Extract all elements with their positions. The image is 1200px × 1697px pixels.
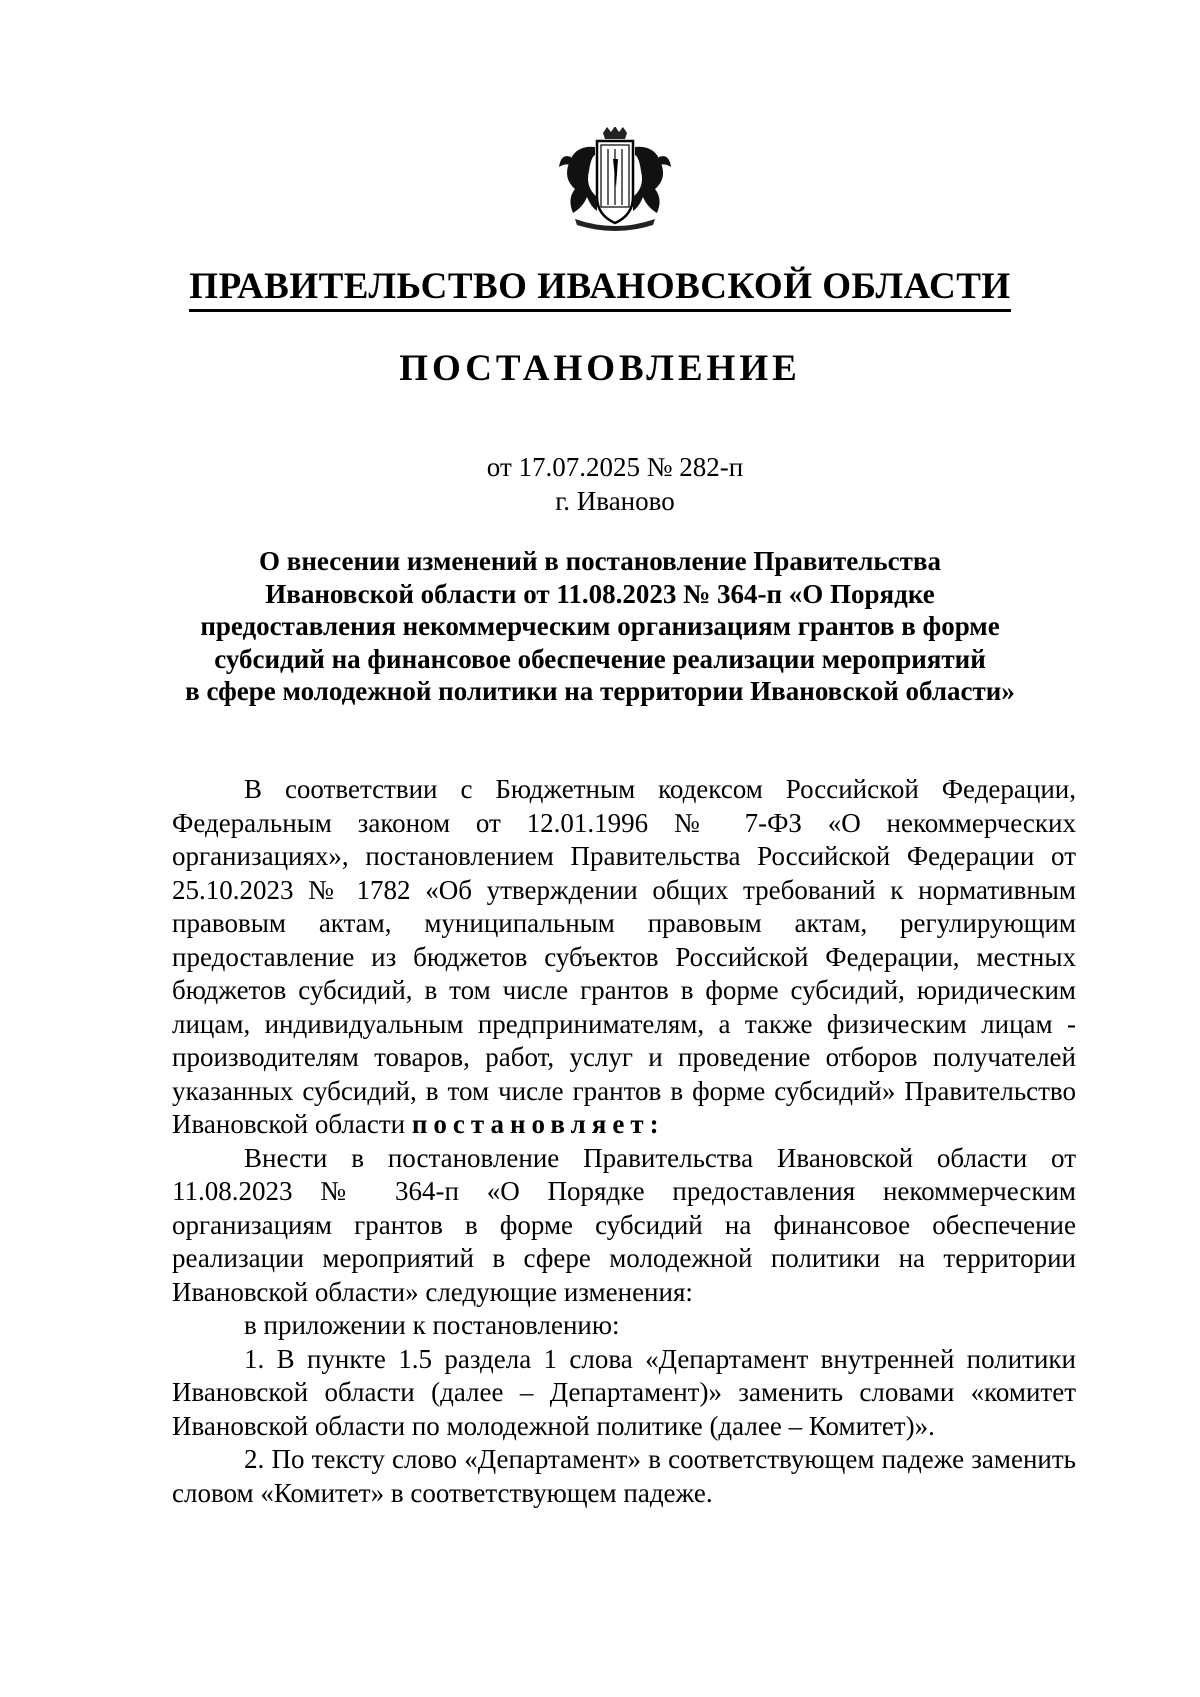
organization-title: [0, 265, 1200, 308]
document-date-number: от 17.07.2025 № 282-п: [486, 452, 744, 482]
document-date-block: [455, 450, 775, 518]
subject-line: Ивановской области от 11.08.2023 № 364-п «О Порядке: [265, 578, 935, 609]
subject-line: субсидий на финансовое обеспечение реализации мероприятий: [214, 643, 986, 674]
decree-word: постановляет:: [411, 1109, 665, 1139]
document-body: [172, 773, 1076, 1510]
amendment-item-1: 1. В пункте 1.5 раздела 1 слова «Департамент внутренней политики Ивановской области (далее – Департамент)» заменить словами «комитет Ивановской области по молодежной политике (далее – Комитет)».: [172, 1343, 1076, 1441]
document-subject: [140, 545, 1060, 708]
document-type: ПОСТАНОВЛЕНИЕ: [399, 348, 801, 389]
coat-of-arms-icon: [555, 127, 675, 232]
subject-line: О внесении изменений в постановление Правительства: [259, 546, 941, 576]
preamble-paragraph: [172, 773, 1076, 1142]
document-city: г. Иваново: [555, 486, 675, 516]
amendment-paragraph: Внести в постановление Правительства Ивановской области от 11.08.2023 № 364-п «О Порядке предоставления некоммерческим организациям грантов в форме субсидий на финансовое обеспечение реализации мероприятий в сфере молодежной политики на территории Ивановской области» следующие изменения:: [172, 1142, 1076, 1307]
preamble-text: В соответствии с Бюджетным кодексом Российской Федерации, Федеральным законом от 12.01.1996 № 7-ФЗ «О некоммерческих организациях», постановлением Правительства Российской Федерации от 25.10.2023 № 1782 «Об утверждении общих требований к нормативным правовым актам, муниципальным правовым актам, регулирующим предоставление из бюджетов субъектов Российской Федерации, местных бюджетов субсидий, в том числе грантов в форме субсидий, юридическим лицам, индивидуальным предпринимателям, а также физическим лицам - производителям товаров, работ, услуг и проведение отборов получателей указанных субсидий, в том числе грантов в форме субсидий» Правительство Ивановской области: [172, 774, 1076, 1139]
appendix-paragraph: в приложении к постановлению:: [244, 1310, 620, 1340]
organization-title-text: ПРАВИТЕЛЬСТВО ИВАНОВСКОЙ ОБЛАСТИ: [189, 266, 1010, 312]
amendment-item-2: 2. По тексту слово «Департамент» в соответствующем падеже заменить словом «Комитет» в соответствующем падеже.: [172, 1444, 1076, 1508]
subject-line: предоставления некоммерческим организациям грантов в форме: [200, 611, 1000, 641]
subject-line: в сфере молодежной политики на территории Ивановской области»: [185, 676, 1015, 706]
